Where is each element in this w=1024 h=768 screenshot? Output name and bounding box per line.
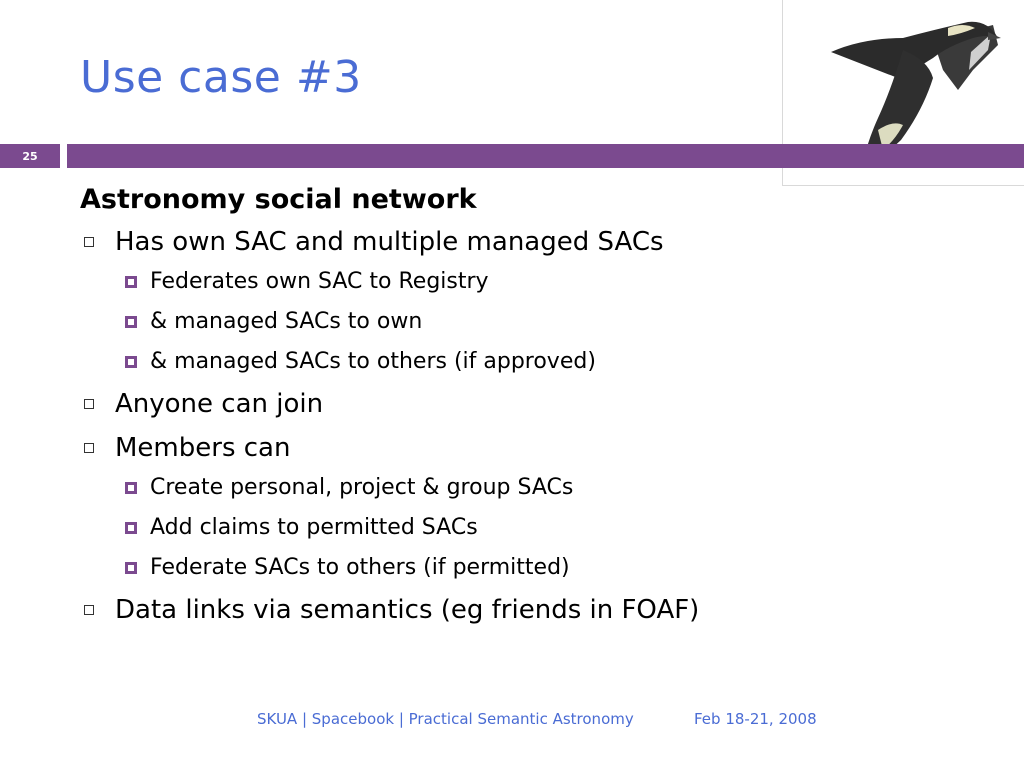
slide-title: Use case #3 <box>80 52 362 103</box>
footer-title: SKUA | Spacebook | Practical Semantic Astronomy <box>257 710 634 728</box>
bullet-text: Data links via semantics (eg friends in FOAF) <box>115 595 700 625</box>
sub-bullet-text: Federates own SAC to Registry <box>150 269 489 294</box>
bullet-item <box>80 387 800 421</box>
sub-bullet-item <box>80 473 800 503</box>
footer-date: Feb 18-21, 2008 <box>694 710 817 728</box>
bullet-item <box>80 593 800 627</box>
hollow-square-bullet-icon <box>84 443 94 453</box>
sub-bullet-item <box>80 307 800 337</box>
slide-number: 25 <box>0 144 60 168</box>
bullet-item <box>80 225 800 259</box>
filled-square-bullet-icon <box>125 562 137 574</box>
filled-square-bullet-icon <box>125 316 137 328</box>
sub-bullet-item <box>80 347 800 377</box>
filled-square-bullet-icon <box>125 356 137 368</box>
slide-footer <box>0 710 1024 734</box>
sub-bullet-item <box>80 513 800 543</box>
slide-body <box>80 180 800 635</box>
hollow-square-bullet-icon <box>84 605 94 615</box>
sub-bullet-text: Federate SACs to others (if permitted) <box>150 555 570 580</box>
sub-bullet-text: & managed SACs to others (if approved) <box>150 349 596 374</box>
bullet-item <box>80 431 800 465</box>
title-divider-bar <box>67 144 1024 168</box>
sub-bullet-text: Add claims to permitted SACs <box>150 515 478 540</box>
filled-square-bullet-icon <box>125 276 137 288</box>
sub-bullet-text: & managed SACs to own <box>150 309 423 334</box>
sub-bullet-item <box>80 267 800 297</box>
sub-bullet-item <box>80 553 800 583</box>
bullet-text: Has own SAC and multiple managed SACs <box>115 227 664 257</box>
hollow-square-bullet-icon <box>84 237 94 247</box>
filled-square-bullet-icon <box>125 482 137 494</box>
filled-square-bullet-icon <box>125 522 137 534</box>
sub-bullet-text: Create personal, project & group SACs <box>150 475 574 500</box>
hollow-square-bullet-icon <box>84 399 94 409</box>
section-heading: Astronomy social network <box>80 184 477 215</box>
bullet-text: Anyone can join <box>115 389 324 419</box>
bullet-text: Members can <box>115 433 291 463</box>
